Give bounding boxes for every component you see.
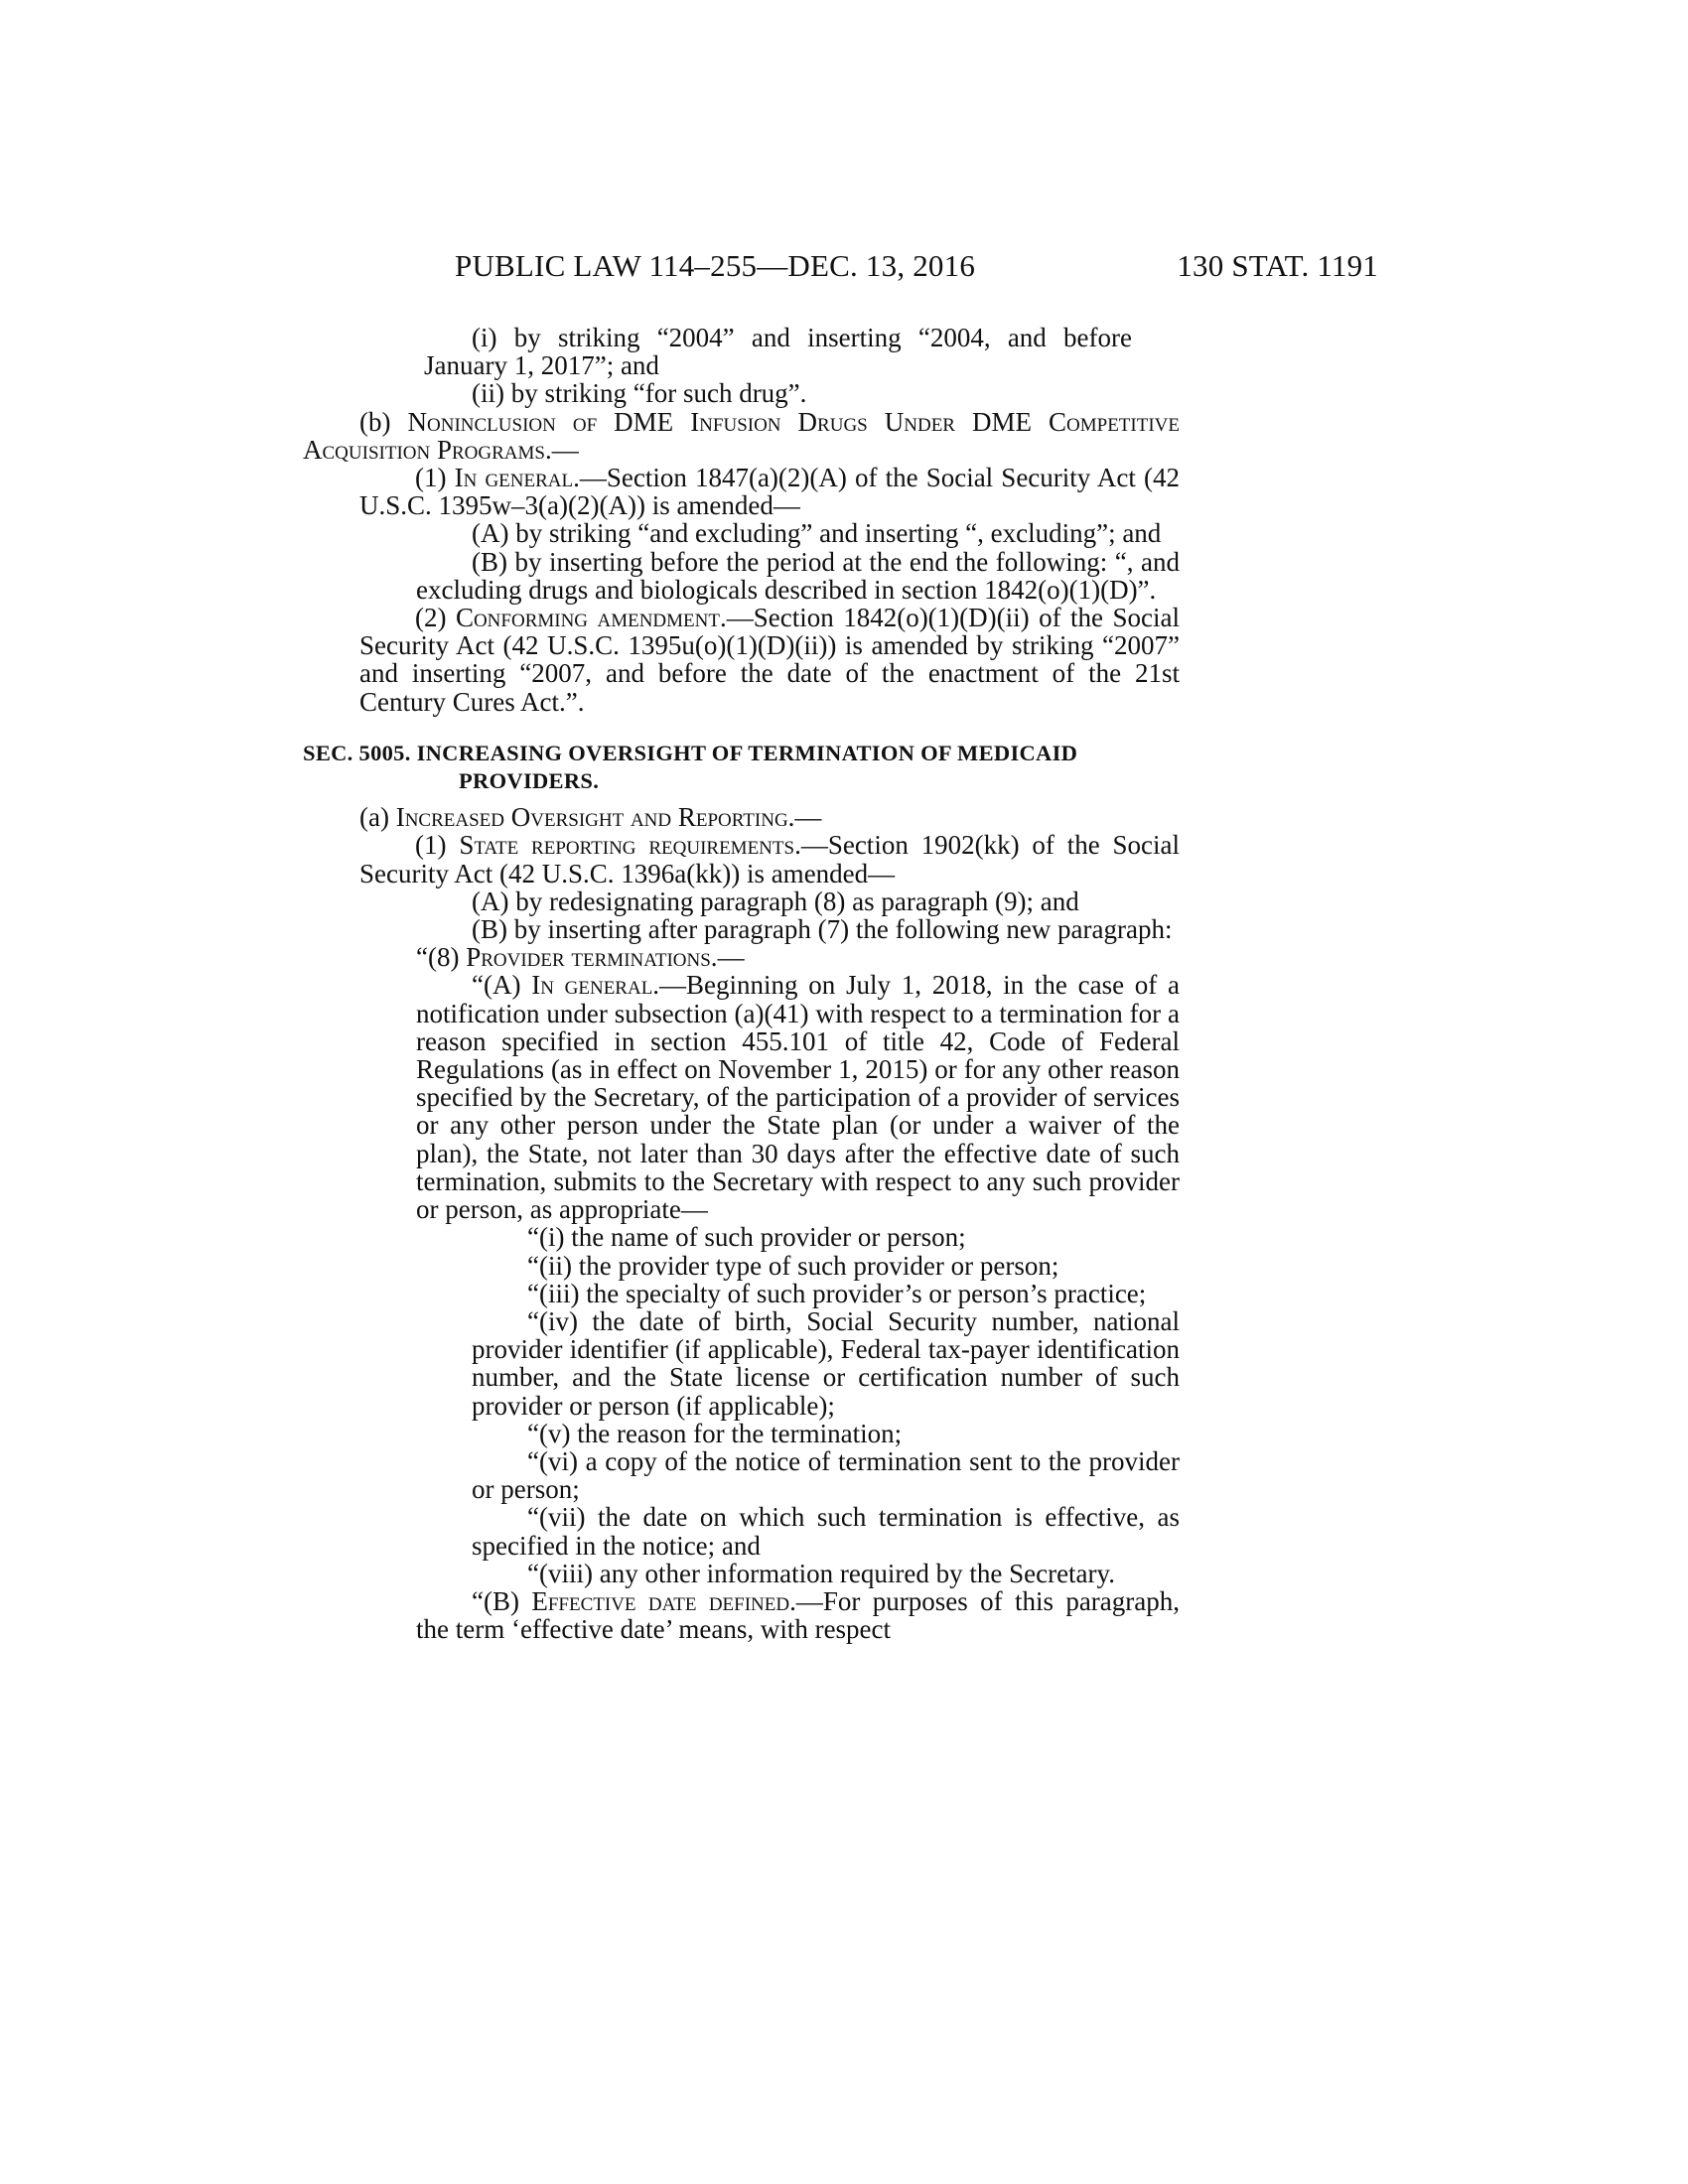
- section-5005-heading: [303, 740, 1180, 795]
- section-heading-line-2: PROVIDERS.: [459, 768, 600, 794]
- subsection-b-title: Noninclusion of DME Infusion Drugs Under DME Competitive Acquisition Programs.: [303, 406, 1181, 465]
- subparagraph-A-redesignating: (A) by redesignating paragraph (8) as paragraph (9); and: [472, 886, 1079, 916]
- subsection-a-label: (a): [359, 802, 389, 833]
- paragraph-1-state-reporting: (1) State reporting requirements.—Section 1902(kk) of the Social Security Act (42 U.S.C. 1396a(kk)) is amended—: [359, 830, 1181, 888]
- subsection-a-heading: (a) Increased Oversight and Reporting.—: [359, 802, 822, 833]
- paragraph-8-title: Provider terminations.: [466, 942, 718, 973]
- paragraph-1-in-general: (1) In general.—Section 1847(a)(2)(A) of the Social Security Act (42 U.S.C. 1395w–3(a)(2)(A)) is amended—: [359, 463, 1181, 521]
- clause-vi-notice-copy: “(vi) a copy of the notice of termination sent to the provider or person;: [472, 1445, 1180, 1505]
- clause-i-name: “(i) the name of such provider or person;: [527, 1222, 966, 1253]
- clause-i: (i) by striking “2004” and inserting “2004, and before January 1, 2017”; and: [424, 323, 1132, 381]
- paragraph-1-state-heading: State reporting requirements.: [459, 830, 801, 861]
- section-heading-spacer: [0, 795, 1688, 803]
- clause-iii-specialty: “(iii) the specialty of such provider’s or person’s practice;: [527, 1278, 1147, 1308]
- clause-viii-other-information: “(viii) any other information required by the Secretary.: [527, 1558, 1116, 1588]
- subparagraph-B-inserting: (B) by inserting before the period at the end the following: “, and excluding drugs and biologicals described in section 1842(o)(1)(D)”.: [416, 546, 1180, 605]
- subparagraph-A-in-general: “(A) In general.—Beginning on July 1, 2018, in the case of a notification under subsection (a)(41) with respect to a termination for a reason specified in section 455.101 of title 42, Code of Federal Regulations (as in effect on November 1, 2015) or for any other reason specified by the Secretary, of the participation of a provider of services or any other person under the State plan (or under a waiver of the plan), the State, not later than 30 days after the effective date of such termination, submits to the Secretary with respect to any such provider or person, as appropriate—: [416, 970, 1180, 1225]
- subparagraph-B-heading: Effective date defined.: [531, 1585, 796, 1616]
- clause-vii-termination-date: “(vii) the date on which such termination is effective, as specified in the notice; and: [472, 1502, 1180, 1561]
- subsection-b-heading: (b) Noninclusion of DME Infusion Drugs Under DME Competitive Acquisition Programs.—: [303, 406, 1181, 465]
- header-public-law: PUBLIC LAW 114–255—DEC. 13, 2016: [455, 248, 976, 283]
- paragraph-8-heading: “(8) Provider terminations.—: [416, 942, 745, 973]
- paragraph-2-conforming-amendment: (2) Conforming amendment.—Section 1842(o)(1)(D)(ii) of the Social Security Act (42 U.S.C. 1395u(o)(1)(D)(ii)) is amended by striking “2007” and inserting “2007, and before the date of the enactment of the 21st Century Cures Act.”.: [359, 603, 1180, 717]
- subsection-a-title: Increased Oversight and Reporting.: [395, 802, 795, 833]
- document-body: [0, 324, 1688, 1643]
- running-header: [455, 248, 1378, 288]
- clause-ii: (ii) by striking “for such drug”.: [472, 378, 807, 409]
- paragraph-2-heading: Conforming amendment.: [455, 603, 727, 633]
- section-spacer: [0, 716, 1688, 740]
- header-stat-page: 130 STAT. 1191: [1177, 248, 1378, 283]
- subparagraph-A-striking: (A) by striking “and excluding” and inserting “, excluding”; and: [472, 518, 1162, 549]
- subparagraph-A-heading: In general.: [531, 970, 660, 1001]
- section-heading-line-1: SEC. 5005. INCREASING OVERSIGHT OF TERMINATION OF MEDICAID: [303, 740, 1078, 765]
- clause-ii-provider-type: “(ii) the provider type of such provider or person;: [527, 1250, 1059, 1281]
- subparagraph-B-new-paragraph: (B) by inserting after paragraph (7) the following new paragraph:: [472, 914, 1173, 945]
- subparagraph-B-effective-date: “(B) Effective date defined.—For purposes of this paragraph, the term ‘effective date’ means, with respect: [416, 1585, 1181, 1645]
- clause-v-reason: “(v) the reason for the termination;: [527, 1418, 903, 1448]
- clause-iv-identifiers: “(iv) the date of birth, Social Security number, national provider identifier (if applicable), Federal tax-payer identification number, and the State license or certification number of such provider or person (if applicable);: [472, 1305, 1180, 1421]
- paragraph-1-heading: In general.: [454, 463, 580, 493]
- subsection-b-label: (b): [359, 406, 391, 437]
